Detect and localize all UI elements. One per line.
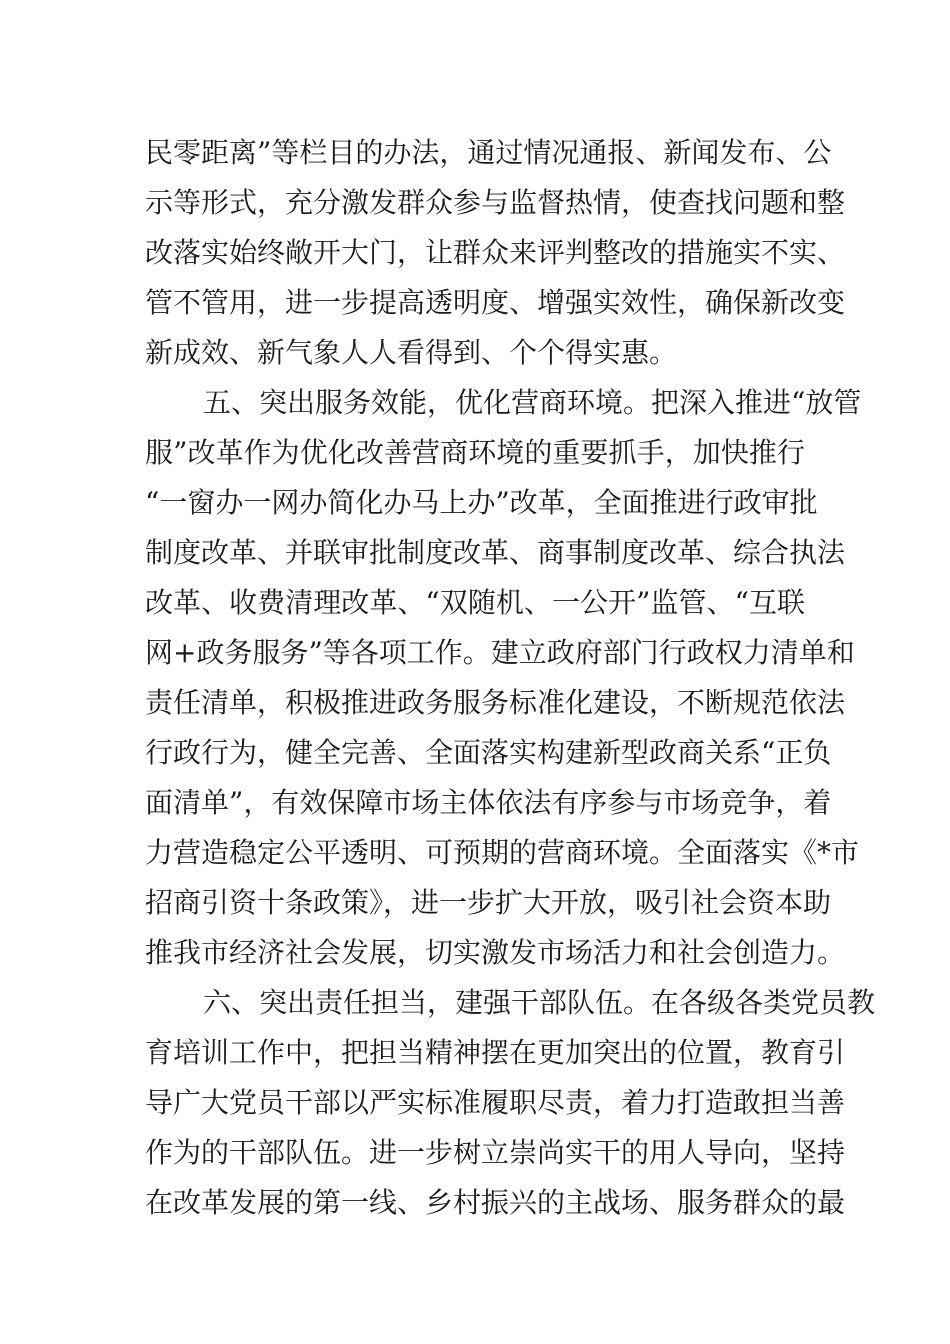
paragraph-heading-line: 六、突出责任担当，建强干部队伍。在各级各类党员教 (203, 986, 876, 1019)
text-line: 网+政务服务”等各项工作。建立政府部门行政权力清单和 (145, 636, 855, 669)
text-line: 责任清单，积极推进政务服务标准化建设，不断规范依法 (145, 686, 846, 719)
text-line: 行政行为，健全完善、全面落实构建新型政商关系“正负 (145, 736, 832, 769)
paragraph-heading-line: 五、突出服务效能，优化营商环境。把深入推进“放管 (203, 386, 862, 419)
text-line: 面清单”，有效保障市场主体依法有序参与市场竞争，着 (145, 786, 832, 819)
text-line: 管不管用，进一步提高透明度、增强实效性，确保新改变 (145, 286, 846, 319)
text-line: 育培训工作中，把担当精神摆在更加突出的位置，教育引 (145, 1036, 846, 1069)
text-line: 制度改革、并联审批制度改革、商事制度改革、综合执法 (145, 536, 846, 569)
text-line: 在改革发展的第一线、乡村振兴的主战场、服务群众的最 (145, 1186, 846, 1219)
text-line: 推我市经济社会发展，切实激发市场活力和社会创造力。 (145, 936, 846, 969)
text-line: 新成效、新气象人人看得到、个个得实惠。 (145, 336, 678, 369)
text-line: 作为的干部队伍。进一步树立崇尚实干的用人导向，坚持 (145, 1136, 846, 1169)
text-line: 招商引资十条政策》，进一步扩大开放，吸引社会资本助 (145, 886, 832, 919)
text-line: 民零距离”等栏目的办法，通过情况通报、新闻发布、公 (145, 136, 832, 169)
text-line: 导广大党员干部以严实标准履职尽责，着力打造敢担当善 (145, 1086, 846, 1119)
text-line: 改落实始终敞开大门，让群众来评判整改的措施实不实、 (145, 236, 846, 269)
text-line: “一窗办一网办简化办马上办”改革，全面推进行政审批 (145, 486, 818, 519)
text-line: 服”改革作为优化改善营商环境的重要抓手，加快推行 (145, 436, 805, 469)
text-line: 力营造稳定公平透明、可预期的营商环境。全面落实《*市 (145, 836, 860, 869)
text-line: 示等形式，充分激发群众参与监督热情，使查找问题和整 (145, 186, 846, 219)
text-line: 改革、收费清理改革、“双随机、一公开”监管、“互联 (145, 586, 805, 619)
